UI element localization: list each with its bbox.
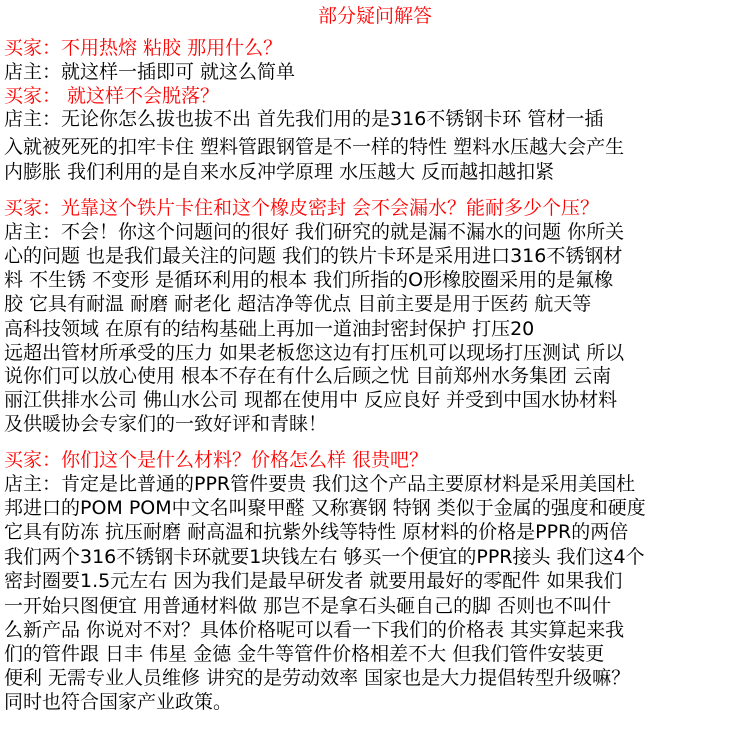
answer-line: 说你们可以放心使用 根本不存在有什么后顾之忧 目前郑州水务集团 云南 [4, 365, 612, 387]
answer-line: 邦进口的POM POM中文名叫聚甲醛 又称赛钢 特钢 类似于金属的强度和硬度 [4, 497, 646, 519]
answer-line: 密封圈要1.5元左右 因为我们是最早研发者 就要用最好的零配件 如果我们 [4, 570, 623, 592]
answer-line: 心的问题 也是我们最关注的问题 我们的铁片卡环是采用进口316不锈钢材 [4, 245, 623, 267]
question-line: 买家：光靠这个铁片卡住和这个橡皮密封 会不会漏水？能耐多少个压？ [4, 197, 600, 219]
answer-line: 店主：就这样一插即可 就这么简单 [4, 61, 296, 83]
answer-line: 们的管件跟 日丰 伟星 金德 金牛等管件价格相差不大 但我们管件安装更 [4, 643, 605, 665]
answer-line: 一开始只图便宜 用普通材料做 那岂不是拿石头砸自己的脚 否则也不叫什 [4, 595, 612, 617]
question-line: 买家： 就这样不会脱落？ [4, 85, 220, 107]
answer-line: 入就被死死的扣牢卡住 塑料管跟钢管是不一样的特性 塑料水压越大会产生 [4, 136, 625, 158]
answer-line: 高科技领域 在原有的结构基础上再加一道油封密封保护 打压20 [4, 318, 535, 340]
answer-line: 店主：肯定是比普通的PPR管件要贵 我们这个产品主要原材料是采用美国杜 [4, 473, 636, 495]
question-line: 买家：不用热熔 粘胶 那用什么？ [4, 37, 283, 59]
answer-line: 及供暖协会专家们的一致好评和青睐！ [4, 413, 328, 435]
answer-line: 内膨胀 我们利用的是自来水反冲学原理 水压越大 反而越扣越扣紧 [4, 161, 555, 183]
answer-line: 料 不生锈 不变形 是循环利用的根本 我们所指的O形橡胶圈采用的是氟橡 [4, 269, 614, 291]
answer-line: 同时也符合国家产业政策。 [4, 691, 233, 713]
page-title: 部分疑问解答 [317, 5, 432, 27]
answer-line: 我们两个316不锈钢卡环就要1块钱左右 够买一个便宜的PPR接头 我们这4个 [4, 546, 645, 568]
answer-line: 胶 它具有耐温 耐磨 耐老化 超洁净等优点 目前主要是用于医药 航天等 [4, 293, 592, 315]
answer-line: 么新产品 你说对不对？具体价格呢可以看一下我们的价格表 其实算起来我 [4, 619, 625, 641]
answer-line: 便利 无需专业人员维修 讲究的是劳动效率 国家也是大力提倡转型升级嘛？ [4, 667, 631, 689]
question-line: 买家：你们这个是什么材料？价格怎么样 很贵吧？ [4, 449, 429, 471]
answer-line: 它具有防冻 抗压耐磨 耐高温和抗紫外线等特性 原材料的价格是PPR的两倍 [4, 521, 629, 543]
answer-line: 丽江供排水公司 佛山水公司 现都在使用中 反应良好 并受到中国水协材料 [4, 389, 618, 411]
answer-line: 远超出管材所承受的压力 如果老板您这边有打压机可以现场打压测试 所以 [4, 342, 625, 364]
answer-line: 店主：不会！你这个问题问的很好 我们研究的就是漏不漏水的问题 你所关 [4, 221, 625, 243]
answer-line: 店主：无论你怎么拔也拔不出 首先我们用的是316不锈钢卡环 管材一插 [4, 108, 604, 130]
